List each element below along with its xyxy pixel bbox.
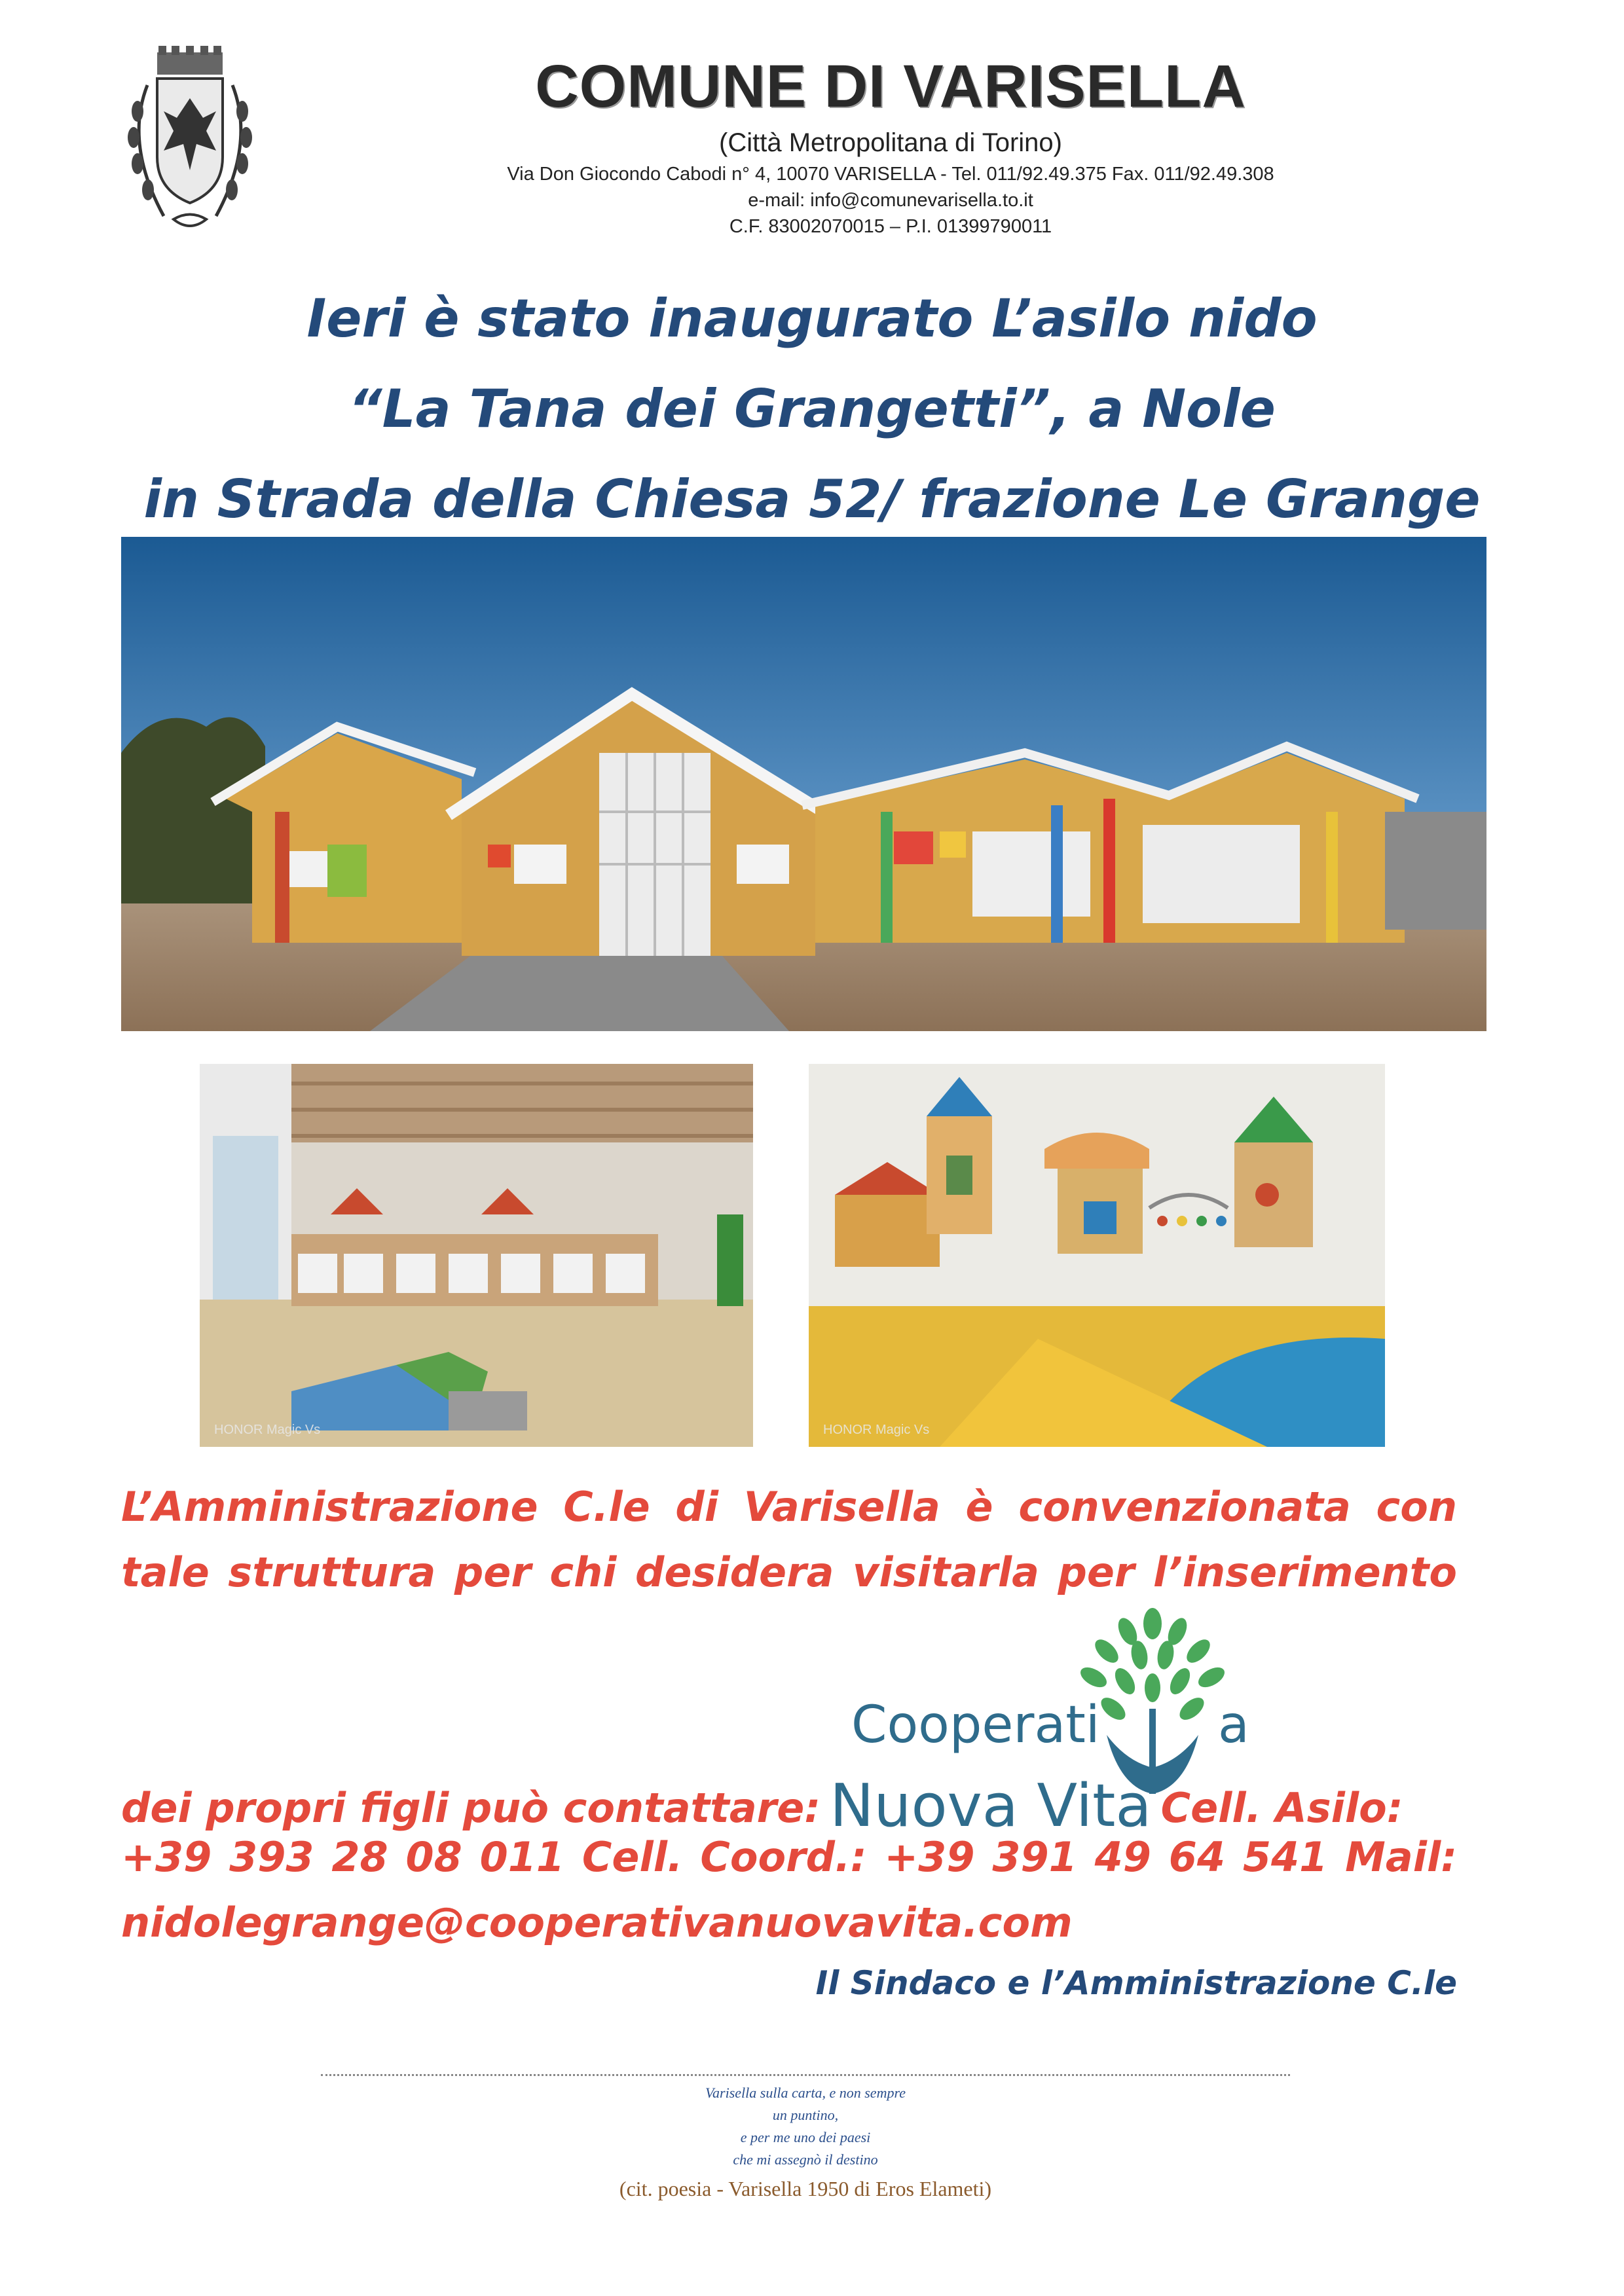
cooperative-logo-name: Nuova Vita xyxy=(830,1772,1152,1840)
municipality-email: e-mail: info@comunevarisella.to.it xyxy=(748,190,1033,211)
interior-play-wall-photo xyxy=(809,1064,1385,1447)
municipality-fiscal-codes: C.F. 83002070015 – P.I. 01399790011 xyxy=(729,216,1052,237)
footer-poem-line-2: un puntino, xyxy=(772,2107,839,2123)
footer-divider xyxy=(321,2074,1290,2076)
cooperative-logo-word-end: a xyxy=(1218,1696,1249,1755)
phone-numbers-line: +39 393 28 08 011 Cell. Coord.: +39 391 49 64 541 Mail: xyxy=(121,1833,1457,1881)
footer-citation: (cit. poesia - Varisella 1950 di Eros Elameti) xyxy=(619,2177,992,2200)
photo-caption: HONOR Magic Vs xyxy=(214,1423,321,1437)
contact-line xyxy=(121,1768,1457,1840)
nursery-building-photo xyxy=(121,537,1486,1031)
footer-poem-line-4: che mi assegnò il destino xyxy=(733,2151,878,2168)
body-text-line-1: L’Amministrazione C.le di Varisella è convenzionata con xyxy=(121,1483,1457,1531)
contact-line-end: Cell. Asilo: xyxy=(1160,1784,1403,1832)
footer-poem-line-3: e per me uno dei paesi xyxy=(740,2129,871,2145)
headline-line-3: in Strada della Chiesa 52/ frazione Le Grange xyxy=(143,469,1481,530)
footer-poem-line-1: Varisella sulla carta, e non sempre xyxy=(705,2085,906,2101)
municipal-crest-icon xyxy=(111,46,268,242)
municipality-address: Via Don Giocondo Cabodi n° 4, 10070 VARISELLA - Tel. 011/92.49.375 Fax. 011/92.49.308 xyxy=(507,164,1274,185)
body-text-line-2: tale struttura per chi desidera visitarla per l’inserimento xyxy=(121,1548,1457,1596)
municipality-name: COMUNE DI VARISELLA xyxy=(535,53,1246,120)
photo-caption: HONOR Magic Vs xyxy=(823,1423,930,1437)
signature: Il Sindaco e l’Amministrazione C.le xyxy=(815,1964,1457,2002)
contact-email[interactable]: nidolegrange@cooperativanuovavita.com xyxy=(121,1899,1073,1946)
interior-playroom-photo xyxy=(200,1064,753,1447)
municipality-subtitle: (Città Metropolitana di Torino) xyxy=(719,128,1062,157)
cooperative-logo-word: Cooperati xyxy=(851,1696,1100,1755)
headline-line-1: Ieri è stato inaugurato L’asilo nido xyxy=(306,288,1318,349)
contact-line-start: dei propri figli può contattare: xyxy=(121,1784,821,1832)
headline-line-2: “La Tana dei Grangetti”, a Nole xyxy=(348,378,1276,439)
